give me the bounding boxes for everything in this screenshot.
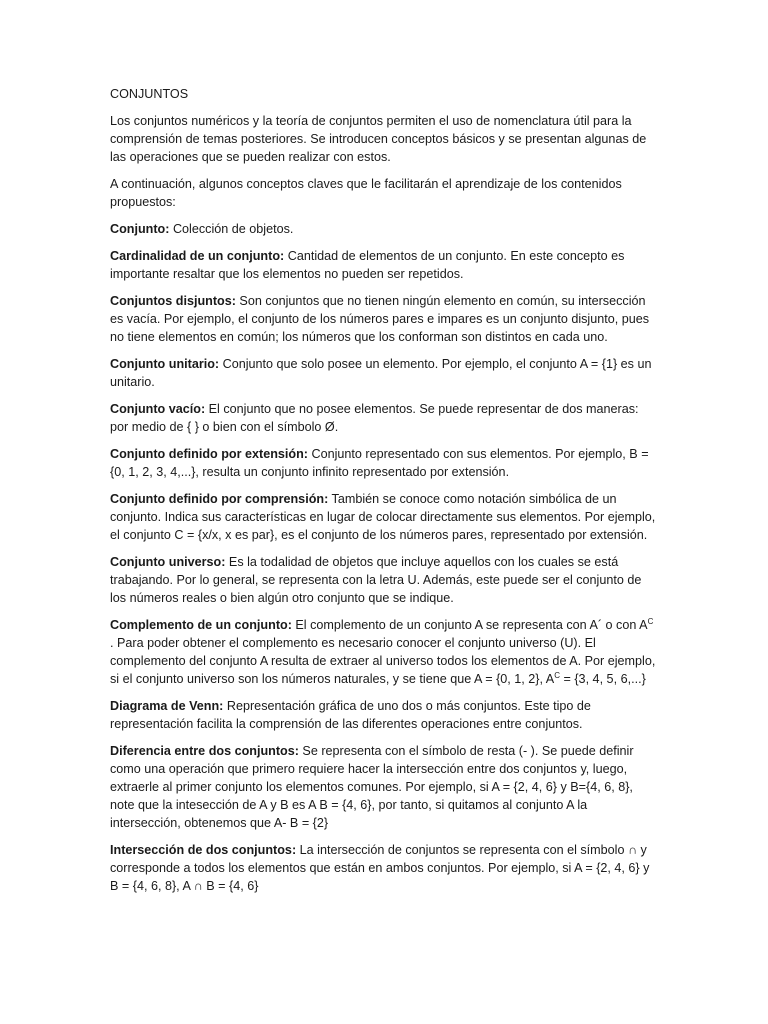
document-title: CONJUNTOS [110, 87, 189, 101]
superscript-c: C [554, 671, 560, 680]
definition-term: Conjunto: [110, 222, 170, 236]
definition-text: = {3, 4, 5, 6,...} [560, 672, 646, 686]
definition-term: Conjunto definido por extensión: [110, 447, 308, 461]
definition-text: Representación gráfica de uno dos o más conjuntos. Este tipo de representación facilita la comprensión de las diferentes operaciones entre conjuntos. [110, 699, 591, 731]
definition-unitario [110, 355, 658, 391]
superscript-c: C [647, 617, 654, 626]
definition-text: Es la todalidad de objetos que incluye aquellos con los cuales se está trabajando. Por lo general, se representa con la letra U. Además, este puede ser el conjunto de los números reales o bien algún otro conjunto que se indique. [110, 555, 642, 605]
definition-text: Se representa con el símbolo de resta (- ). Se puede definir como una operación que primero requiere hacer la intersección entre dos conjuntos y, luego, extraerle al primer conjunto los elementos comunes. Por ejemplo, si A = {2, 4, 6} y B={4, 6, 8}, note que la intesección de A y B es A B = {4, 6}, por tanto, si quitamos al conjunto A la intersección, obtenemos que A- B = {2} [110, 744, 634, 830]
definition-vacio [110, 400, 658, 436]
definition-text: El complemento de un conjunto A se representa con A´ o con A [291, 618, 648, 632]
definition-text: También se conoce como notación simbólica de un conjunto. Indica sus características en lugar de colocar directamente sus elementos. Por ejemplo, el conjunto C = {x/x, x es par}, es el conjunto de los números pares, representado por extensión. [110, 492, 656, 542]
intro-paragraph: Los conjuntos numéricos y la teoría de conjuntos permiten el uso de nomenclatura útil para la comprensión de temas posteriores. Se introducen conceptos básicos y se presentan algunas de las operaciones que se pueden realizar con estos. [110, 114, 647, 164]
definition-term: Complemento de un conjunto: [110, 618, 292, 632]
definition-term: Conjunto unitario: [110, 357, 220, 371]
definition-complemento [110, 616, 658, 688]
definition-venn [110, 697, 658, 733]
definition-text: Son conjuntos que no tienen ningún elemento en común, su intersección es vacía. Por ejemplo, el conjunto de los números pares e impares es un conjunto disjunto, pues no tiene elementos en común; los números que los conforman son distintos en cada uno. [110, 294, 650, 344]
definition-term: Conjunto definido por comprensión: [110, 492, 329, 506]
definition-term: Conjuntos disjuntos: [110, 294, 236, 308]
definition-text: El conjunto que no posee elementos. Se puede representar de dos maneras: por medio de { } o bien con el símbolo Ø. [110, 402, 639, 434]
definition-disjuntos [110, 292, 658, 346]
definition-term: Cardinalidad de un conjunto: [110, 249, 285, 263]
definition-term: Conjunto universo: [110, 555, 226, 569]
definition-text: . Para poder obtener el complemento es necesario conocer el conjunto universo (U). El complemento del conjunto A resulta de extraer al universo todos los elementos de A. Por ejemplo, si el conjunto universo son los números naturales, y se tiene que A = {0, 1, 2}, A [110, 636, 656, 686]
document-body [110, 85, 658, 904]
lead-paragraph: A continuación, algunos conceptos claves que le facilitarán el aprendizaje de los contenidos propuestos: [110, 177, 622, 209]
definition-term: Diferencia entre dos conjuntos: [110, 744, 299, 758]
definition-text: Colección de objetos. [169, 222, 294, 236]
definition-interseccion [110, 841, 658, 895]
definition-text: Conjunto que solo posee un elemento. Por ejemplo, el conjunto A = {1} es un unitario. [110, 357, 652, 389]
definition-term: Intersección de dos conjuntos: [110, 843, 297, 857]
definition-universo [110, 553, 658, 607]
definition-comprension [110, 490, 658, 544]
definition-conjunto [110, 220, 658, 238]
definition-text: La intersección de conjuntos se representa con el símbolo ∩ y corresponde a todos los elementos que están en ambos conjuntos. Por ejemplo, si A = {2, 4, 6} y B = {4, 6, 8}, A ∩ B = {4, 6} [110, 843, 650, 893]
definition-term: Diagrama de Venn: [110, 699, 224, 713]
definition-term: Conjunto vacío: [110, 402, 206, 416]
definition-text: Cantidad de elementos de un conjunto. En este concepto es importante resaltar que los elementos no pueden ser repetidos. [110, 249, 625, 281]
definition-extension [110, 445, 658, 481]
definition-diferencia [110, 742, 658, 832]
definition-text: Conjunto representado con sus elementos. Por ejemplo, B = {0, 1, 2, 3, 4,...}, resulta un conjunto infinito representado por extensión. [110, 447, 649, 479]
definition-cardinalidad [110, 247, 658, 283]
